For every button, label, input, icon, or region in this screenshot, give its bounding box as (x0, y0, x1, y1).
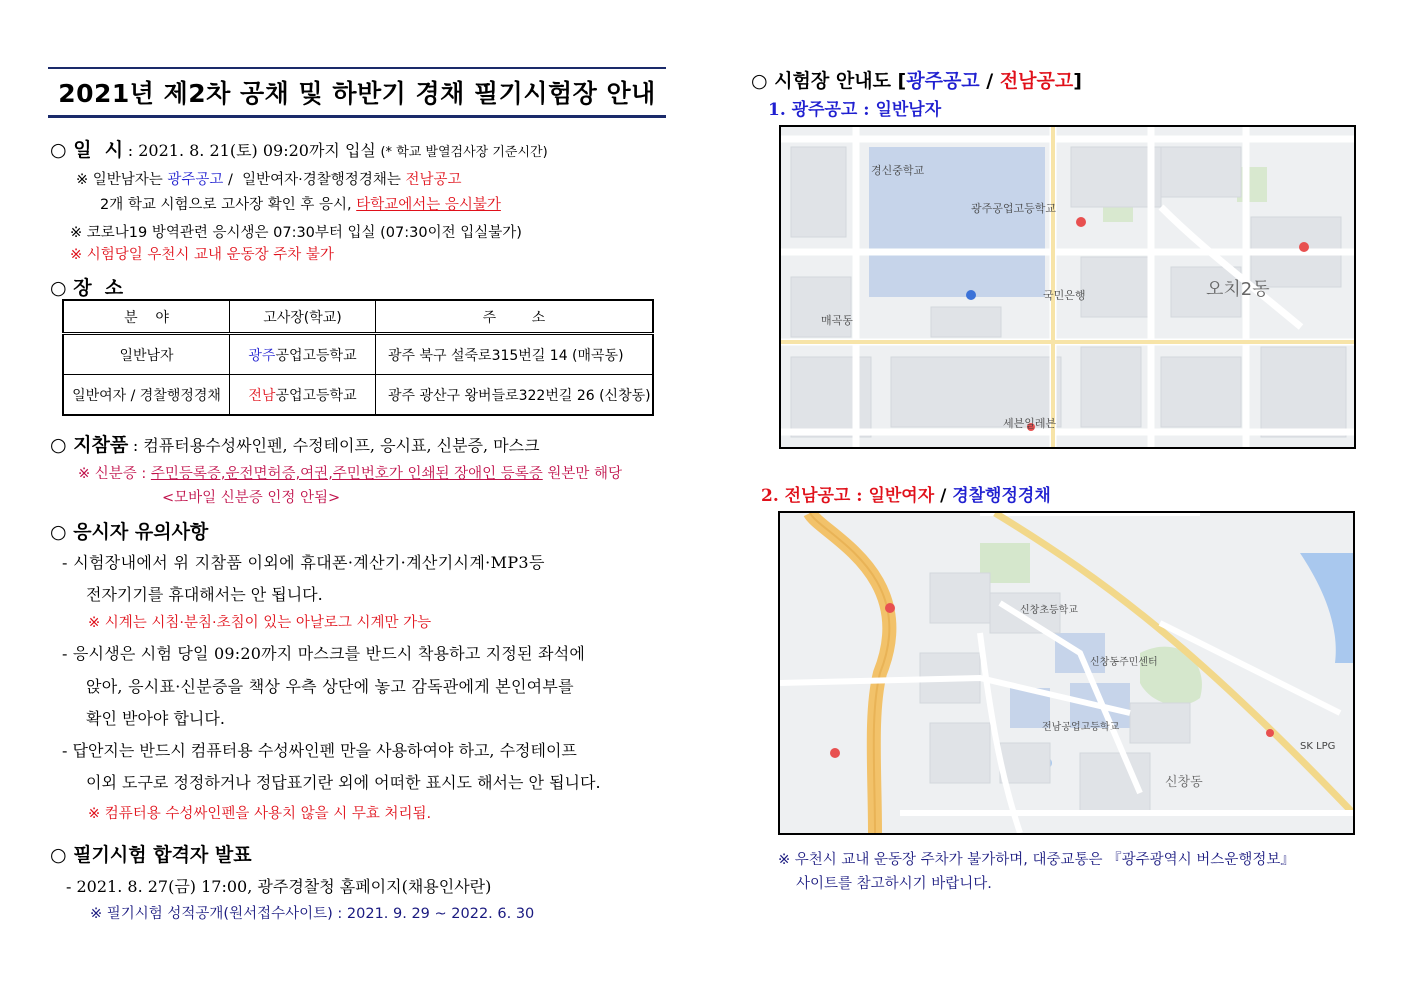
map1-label-bank: 국민은행 (1043, 289, 1086, 302)
items-heading: ○ 지참품 (50, 434, 129, 456)
items-text: : 컴퓨터용수성싸인펜, 수정테이프, 응시표, 신분증, 마스크 (132, 436, 540, 455)
map2-label-elementary: 신창초등학교 (1020, 605, 1078, 616)
id-note-list: 주민등록증,운전면허증,여권,주민번호가 인쇄된 장애인 등록증 (150, 466, 543, 482)
schedule-line1-a: ※ 일반남자는 (76, 172, 168, 188)
page-title: 2021년 제2차 공채 및 하반기 경채 필기시험장 안내 (48, 67, 666, 118)
caution2-line3: 확인 받아야 합니다. (86, 709, 225, 728)
id-note (78, 462, 622, 483)
mobile-id-note: <모바일 신분증 인정 안됨> (162, 490, 341, 506)
row2-field: 일반여자 / 경찰행정경채 (63, 375, 230, 415)
row2-address: 광주 광산구 왕버들로322번길 26 (신창동) (376, 375, 654, 415)
map-heading (751, 66, 1082, 93)
caution3-line2: 이외 도구로 정정하거나 정답표기란 외에 어떠한 표시도 해서는 안 됩니다. (86, 773, 601, 792)
map-heading-sep: / (979, 70, 1000, 92)
row1-school-name: 공업고등학교 (275, 347, 357, 364)
map2-label-lpg: SK LPG (1300, 741, 1336, 752)
schedule-heading: ○ 일 시 (50, 139, 124, 161)
table-row (63, 334, 653, 375)
results-date: - 2021. 8. 27(금) 17:00, 광주경찰청 홈페이지(채용인사란) (66, 877, 492, 896)
venue-table (62, 299, 654, 416)
map2-label-school: 전남공업고등학교 (1042, 722, 1120, 733)
caution1-line2: 전자기기를 휴대해서는 안 됩니다. (86, 585, 323, 604)
caution3-note: ※ 컴퓨터용 수성싸인펜을 사용치 않을 시 무효 처리됨. (88, 806, 432, 822)
map-heading-e: ] (1073, 70, 1082, 92)
map-heading-school1: 광주공고 (906, 70, 980, 92)
schedule-note: (* 학교 발열검사장 기준시간) (380, 145, 548, 160)
schedule-line1-school1: 광주공고 (167, 172, 224, 188)
map2-subtitle-a: 2. 전남공고 : 일반여자 (761, 486, 935, 506)
caution3-line1: - 답안지는 반드시 컴퓨터용 수성싸인펜 만을 사용하여야 하고, 수정테이프 (62, 741, 577, 760)
row2-school-name: 공업고등학교 (275, 387, 357, 404)
schedule-line1 (76, 168, 461, 189)
map-footer-line2: 사이트를 참고하시기 바랍니다. (796, 876, 992, 892)
row2-school-region: 전남 (248, 387, 276, 404)
row1-school (230, 334, 376, 375)
schedule-date: : 2021. 8. 21(토) 09:20까지 입실 (127, 141, 376, 160)
schedule-heading-line (50, 135, 548, 162)
caution2-line2: 앉아, 응시표·신분증을 책상 우측 상단에 놓고 감독관에게 본인여부를 (86, 677, 574, 696)
schedule-line1-c: / 일반여자·경찰행정경채는 (223, 172, 406, 188)
place-heading: ○ 장 소 (50, 277, 124, 299)
map2-subtitle-c: 경찰행정경채 (952, 486, 1051, 506)
row1-address: 광주 북구 설죽로315번길 14 (매곡동) (376, 334, 654, 375)
map1-label-middle: 경신중학교 (871, 164, 925, 177)
id-note-tail: 원본만 해당 (542, 466, 622, 482)
row1-school-region: 광주 (248, 347, 276, 364)
covid-note: ※ 코로나19 방역관련 응시생은 07:30부터 입실 (07:30이전 입실불가) (70, 225, 522, 241)
map-heading-school2: 전남공고 (999, 70, 1074, 92)
schedule-line2 (100, 193, 501, 214)
map1-label-maegok: 매곡동 (821, 314, 853, 327)
map-footer-line1: ※ 우천시 교내 운동장 주차가 불가하며, 대중교통은 『광주광역시 버스운행정보』 (778, 852, 1295, 868)
map-heading-a: ○ 시험장 안내도 [ (751, 70, 907, 92)
map1-label-district: 오치2동 (1206, 279, 1270, 300)
venue-table-header (63, 300, 653, 334)
map1-label-store: 세븐일레븐 (1003, 417, 1057, 430)
header-address: 주 소 (376, 300, 654, 334)
map2-subtitle-sep: / (934, 486, 953, 506)
caution2-line1: - 응시생은 시험 당일 09:20까지 마스크를 반드시 착용하고 지정된 좌석에 (62, 644, 586, 663)
map-jeonnam-tech[interactable] (778, 511, 1355, 835)
parking-note: ※ 시험당일 우천시 교내 운동장 주차 불가 (70, 247, 334, 263)
row1-field: 일반남자 (63, 334, 230, 375)
results-score-note: ※ 필기시험 성적공개(원서접수사이트) : 2021. 9. 29 ~ 2022. 6. 30 (90, 906, 535, 922)
schedule-line1-school2: 전남공고 (405, 172, 462, 188)
map-gwangju-tech[interactable] (779, 125, 1356, 449)
caution1-line1: - 시험장내에서 위 지참품 이외에 휴대폰·계산기·계산기시계·MP3등 (62, 553, 545, 572)
cautions-heading: ○ 응시자 유의사항 (50, 521, 209, 543)
schedule-line2-a: 2개 학교 시험으로 고사장 확인 후 응시, (100, 197, 357, 213)
header-field: 분 야 (63, 300, 230, 334)
results-heading: ○ 필기시험 합격자 발표 (50, 844, 252, 866)
map2-graphic (780, 513, 1353, 833)
table-row (63, 375, 653, 415)
map2-subtitle (761, 481, 1051, 506)
map2-label-center: 신창동주민센터 (1090, 657, 1158, 668)
caution1-note: ※ 시계는 시침·분침·초침이 있는 아날로그 시계만 가능 (88, 615, 432, 631)
header-school: 고사장(학교) (230, 300, 376, 334)
schedule-line2-warning: 타학교에서는 응시불가 (356, 197, 501, 213)
map1-subtitle: 1. 광주공고 : 일반남자 (768, 100, 942, 120)
map2-label-district: 신창동 (1165, 775, 1203, 790)
map1-label-school: 광주공업고등학교 (971, 202, 1057, 215)
row2-school (230, 375, 376, 415)
items-line (50, 430, 540, 457)
id-note-label: ※ 신분증 : (78, 466, 151, 482)
